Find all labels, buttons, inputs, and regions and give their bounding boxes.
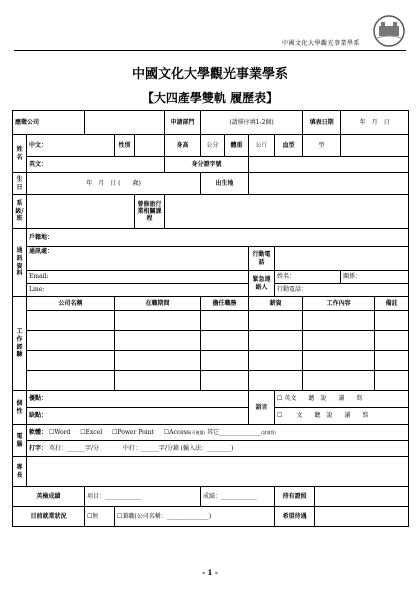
license-field[interactable] — [315, 487, 409, 507]
id-number-field[interactable] — [249, 157, 409, 173]
birthplace-field[interactable] — [249, 173, 409, 195]
height-unit: 公分 — [201, 135, 225, 157]
line-id-field[interactable]: Line: — [27, 284, 249, 297]
photo-area-top — [341, 135, 409, 157]
blood-type-field[interactable]: 型 — [303, 135, 341, 157]
work-col-salary: 薪資 — [249, 297, 303, 311]
chinese-typing-field[interactable]: 中打：______字/分鐘 (輸入法：________) — [122, 444, 234, 452]
birthday-section-label: 生日 — [13, 173, 27, 195]
weight-label: 體重 — [225, 135, 249, 157]
work-col-position: 擔任職務 — [201, 297, 249, 311]
employment-status-label: 目前就業狀況 — [13, 507, 85, 527]
english-typing-field[interactable]: 英打：______字/分 — [48, 444, 99, 452]
powerpoint-checkbox[interactable]: ☐Power Point — [112, 428, 154, 436]
mobile-field[interactable] — [275, 247, 409, 271]
gender-label: 性別 — [115, 135, 135, 157]
height-label: 身高 — [165, 135, 201, 157]
expected-salary-field[interactable] — [315, 507, 409, 527]
work-col-notes: 備註 — [375, 297, 409, 311]
software-row: 軟體： ☐Word ☐Excel ☐Power Point ☐Access(可複選) 其它______________(請填寫) — [27, 425, 409, 441]
header-divider — [14, 50, 406, 51]
typing-row: 打字： 英打：______字/分 中打：______字/分鐘 (輸入法：________) — [27, 441, 409, 457]
apply-dept-label: 申請部門 — [165, 111, 201, 135]
skills-section-label: 專長 — [13, 457, 27, 487]
mailing-address-field[interactable]: 通訊處： — [27, 247, 249, 271]
prior-study-field[interactable] — [165, 195, 409, 229]
license-label: 持有證照 — [275, 487, 315, 507]
department-field[interactable] — [27, 195, 135, 229]
apply-dept-field[interactable] — [201, 111, 303, 135]
emergency-name-field[interactable]: 姓名： — [275, 271, 341, 284]
work-col-company: 公司名稱 — [27, 297, 115, 311]
language-test-label: 英檢成績 — [13, 487, 85, 507]
strengths-field[interactable]: 優點： — [27, 391, 249, 408]
test-item-field[interactable]: 項目：____________ — [85, 487, 201, 507]
id-number-label: 身分證字號 — [165, 157, 249, 173]
language-other-row[interactable]: ☐ 文 聽 說 讀 寫 — [275, 408, 409, 425]
email-field[interactable]: Email: — [27, 271, 249, 284]
header-org-text: 中國文化大學觀光事業學系 — [281, 40, 360, 47]
emergency-relation-field[interactable]: 關係： — [341, 271, 409, 284]
fill-date-label: 填表日期 — [303, 111, 341, 135]
language-label: 語言 — [249, 391, 275, 425]
page-number: - 1 - — [202, 568, 218, 577]
fill-date-field[interactable]: 年 月 日 — [341, 111, 409, 135]
apply-company-label: 應徵公司 — [13, 111, 85, 135]
access-checkbox[interactable]: ☐Access — [163, 428, 190, 436]
gender-field[interactable] — [135, 135, 165, 157]
table-row[interactable] — [27, 311, 115, 331]
word-checkbox[interactable]: ☐Word — [48, 428, 71, 436]
apply-company-field[interactable] — [85, 111, 165, 135]
resume-form — [12, 110, 409, 527]
page-header — [0, 0, 420, 60]
weaknesses-field[interactable]: 缺點： — [27, 408, 249, 425]
skills-field[interactable] — [27, 457, 409, 487]
page-subtitle: 【大四產學雙軌 履歷表】 — [141, 91, 279, 105]
work-col-content: 工作內容 — [303, 297, 375, 311]
none-checkbox[interactable]: ☐無 — [85, 507, 115, 527]
emergency-phone-field[interactable]: 行動電話： — [275, 284, 409, 297]
other-software-field[interactable]: 其它 — [206, 428, 219, 436]
excel-checkbox[interactable]: ☐Excel — [80, 428, 103, 436]
expected-salary-label: 希望待遇 — [275, 507, 315, 527]
department-section-label: 系級/班 — [13, 195, 27, 229]
contact-section-label: 通訊資料 — [13, 229, 27, 297]
computer-section-label: 電腦 — [13, 425, 27, 457]
page-title: 中國文化大學觀光事業學系 — [131, 67, 288, 82]
table-row[interactable] — [27, 331, 115, 351]
blood-type-label: 血型 — [275, 135, 303, 157]
personality-section-label: 個性 — [13, 391, 27, 425]
weight-unit: 公斤 — [249, 135, 275, 157]
name-section-label: 姓名 — [13, 135, 27, 173]
birthday-field[interactable]: 年 月 日 ( 歲) — [27, 173, 201, 195]
english-name-field[interactable]: 英文： — [27, 157, 165, 173]
work-section-label: 工作經驗 — [13, 297, 27, 391]
work-col-period: 在職期間 — [115, 297, 201, 311]
household-address-field[interactable]: 戶籍地： — [27, 229, 409, 247]
test-score-field[interactable]: 成績：____________ — [201, 487, 275, 507]
dept-hint: (請排序填1-2個) — [229, 118, 274, 126]
language-english-row[interactable]: ☐ 英文 聽 說 讀 寫 — [275, 391, 409, 408]
prior-study-label: 曾修旅行業相關課程 — [135, 195, 165, 229]
part-time-checkbox[interactable]: ☐兼職(公司名稱：______________) — [115, 507, 275, 527]
university-logo-icon — [372, 14, 406, 48]
table-row[interactable] — [27, 371, 115, 391]
chinese-name-field[interactable]: 中文： — [27, 135, 115, 157]
emergency-contact-label: 緊急連絡人 — [249, 271, 275, 297]
table-row[interactable] — [27, 351, 115, 371]
birthplace-label: 出生地 — [201, 173, 249, 195]
mobile-label: 行動電話 — [249, 247, 275, 271]
